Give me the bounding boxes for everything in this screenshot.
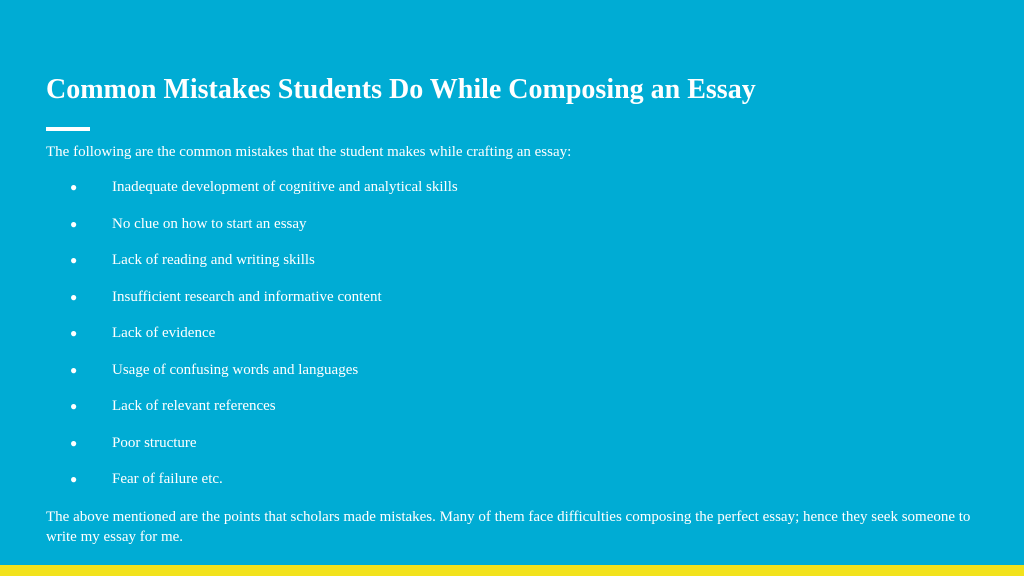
list-item-text: Lack of reading and writing skills bbox=[112, 252, 315, 268]
list-item-text: Fear of failure etc. bbox=[112, 471, 223, 487]
list-item bbox=[46, 250, 458, 287]
title-accent-line bbox=[46, 127, 90, 131]
list-item bbox=[46, 287, 458, 324]
list-item-text: Lack of relevant references bbox=[112, 398, 276, 414]
list-item bbox=[46, 433, 458, 470]
list-item-text: Poor structure bbox=[112, 434, 197, 451]
list-item bbox=[46, 177, 458, 214]
slide-title: Common Mistakes Students Do While Composing an Essay bbox=[46, 74, 756, 105]
bullet-icon: ● bbox=[70, 399, 78, 413]
list-item-text: Lack of evidence bbox=[112, 325, 216, 341]
list-item-text: Usage of confusing words and languages bbox=[112, 361, 359, 378]
intro-text: The following are the common mistakes that the student makes while crafting an essay: bbox=[46, 144, 572, 160]
list-item bbox=[46, 396, 458, 433]
list-item bbox=[46, 469, 458, 506]
bullet-icon: ● bbox=[70, 472, 78, 486]
list-item-text: Insufficient research and informative content bbox=[112, 288, 382, 305]
bullet-icon: ● bbox=[70, 253, 78, 267]
mistakes-list bbox=[46, 177, 458, 506]
list-item bbox=[46, 360, 458, 397]
bullet-icon: ● bbox=[70, 362, 78, 377]
list-item-text: No clue on how to start an essay bbox=[112, 215, 307, 232]
bullet-icon: ● bbox=[70, 180, 78, 194]
bullet-icon: ● bbox=[70, 216, 78, 231]
bullet-icon: ● bbox=[70, 289, 78, 304]
list-item bbox=[46, 214, 458, 251]
list-item-text: Inadequate development of cognitive and analytical skills bbox=[112, 179, 458, 195]
list-item bbox=[46, 323, 458, 360]
bottom-accent-bar bbox=[0, 565, 1024, 576]
bullet-icon: ● bbox=[70, 435, 78, 450]
conclusion-text: The above mentioned are the points that scholars made mistakes. Many of them face difficulties composing the perfect essay; hence they seek someone to write my essay for me. bbox=[46, 509, 971, 545]
bullet-icon: ● bbox=[70, 326, 78, 340]
